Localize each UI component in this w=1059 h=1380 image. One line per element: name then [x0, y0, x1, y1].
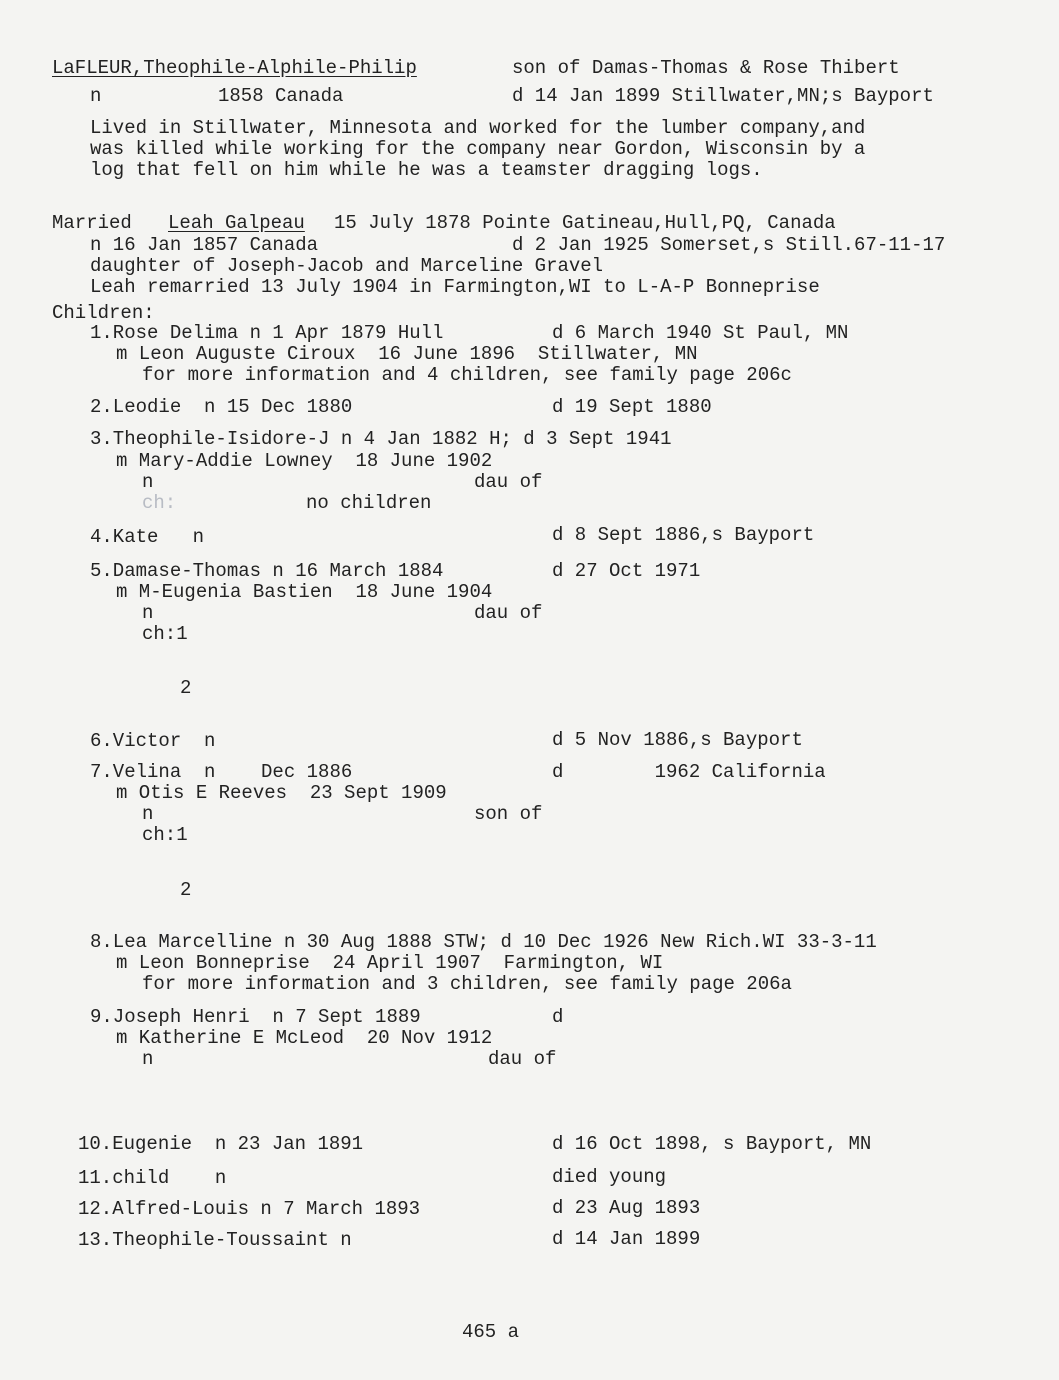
child-entry: 2.Leodie n 15 Dec 1880: [90, 396, 353, 418]
child-children-count: 2: [180, 879, 192, 901]
spouse-birth: n 16 Jan 1857 Canada: [90, 234, 319, 256]
child-spouse-birth: n: [142, 471, 154, 493]
child-spouse-birth: n: [142, 1048, 154, 1070]
child-entry: 11.child n: [78, 1167, 227, 1189]
subject-birth: 1858 Canada: [218, 85, 344, 107]
child-children-count: 2: [180, 677, 192, 699]
child-children-label: ch:1: [142, 824, 188, 846]
child-children-label: ch:: [142, 492, 177, 514]
child-note: no children: [306, 492, 432, 514]
child-entry: 10.Eugenie n 23 Jan 1891: [78, 1133, 364, 1155]
child-marriage: m Mary-Addie Lowney 18 June 1902: [116, 450, 493, 472]
child-spouse-birth: n: [142, 803, 154, 825]
bio-line: log that fell on him while he was a teamster dragging logs.: [90, 159, 763, 181]
child-entry: 3.Theophile-Isidore-J n 4 Jan 1882 H; d 3 Sept 1941: [90, 428, 672, 450]
marriage-details: 15 July 1878 Pointe Gatineau,Hull,PQ, Canada: [334, 212, 836, 234]
spouse-death: d 2 Jan 1925 Somerset,s Still.67-11-17: [512, 234, 946, 256]
child-death: d 19 Sept 1880: [552, 396, 712, 418]
child-death: d 23 Aug 1893: [552, 1197, 701, 1219]
page-number: 465 a: [462, 1321, 520, 1343]
child-entry: 6.Victor n: [90, 730, 216, 752]
spouse-remarriage: Leah remarried 13 July 1904 in Farmington,WI to L-A-P Bonneprise: [90, 276, 820, 298]
child-entry: 13.Theophile-Toussaint n: [78, 1229, 352, 1251]
bio-line: was killed while working for the company near Gordon, Wisconsin by a: [90, 138, 866, 160]
child-spouse-birth: n: [142, 602, 154, 624]
spouse-parents: daughter of Joseph-Jacob and Marceline Gravel: [90, 255, 604, 277]
child-children-label: ch:1: [142, 623, 188, 645]
child-marriage: m Leon Bonneprise 24 April 1907 Farmington, WI: [116, 952, 664, 974]
child-death: died young: [552, 1166, 667, 1188]
child-marriage: m Leon Auguste Ciroux 16 June 1896 Stillwater, MN: [116, 343, 698, 365]
child-entry: 9.Joseph Henri n 7 Sept 1889: [90, 1006, 421, 1028]
child-note: for more information and 3 children, see family page 206a: [142, 973, 792, 995]
child-entry: 8.Lea Marcelline n 30 Aug 1888 STW; d 10 Dec 1926 New Rich.WI 33-3-11: [90, 931, 877, 953]
child-entry: 7.Velina n Dec 1886: [90, 761, 353, 783]
child-death: d: [552, 1006, 564, 1028]
child-spouse-parents: dau of: [488, 1048, 557, 1070]
subject-death: d 14 Jan 1899 Stillwater,MN;s Bayport: [512, 85, 934, 107]
child-death: d 27 Oct 1971: [552, 560, 701, 582]
child-note: for more information and 4 children, see family page 206c: [142, 364, 792, 386]
child-death: d 1962 California: [552, 761, 826, 783]
child-spouse-parents: son of: [474, 803, 543, 825]
child-death: d 8 Sept 1886,s Bayport: [552, 524, 815, 546]
child-marriage: m Katherine E McLeod 20 Nov 1912: [116, 1027, 493, 1049]
child-death: d 16 Oct 1898, s Bayport, MN: [552, 1133, 872, 1155]
bio-line: Lived in Stillwater, Minnesota and worked for the lumber company,and: [90, 117, 866, 139]
married-label: Married: [52, 212, 132, 234]
child-entry: 5.Damase-Thomas n 16 March 1884: [90, 560, 444, 582]
children-heading: Children:: [52, 302, 155, 324]
child-death: d 14 Jan 1899: [552, 1228, 701, 1250]
subject-name: LaFLEUR,Theophile-Alphile-Philip: [52, 57, 417, 79]
subject-parents: son of Damas-Thomas & Rose Thibert: [512, 57, 900, 79]
child-death: d 5 Nov 1886,s Bayport: [552, 729, 803, 751]
child-entry: 4.Kate n: [90, 526, 205, 548]
child-marriage: m Otis E Reeves 23 Sept 1909: [116, 782, 447, 804]
child-death: d 6 March 1940 St Paul, MN: [552, 322, 849, 344]
subject-birth-label: n: [90, 85, 102, 107]
child-spouse-parents: dau of: [474, 602, 543, 624]
child-marriage: m M-Eugenia Bastien 18 June 1904: [116, 581, 493, 603]
spouse-name: Leah Galpeau: [168, 212, 305, 234]
child-entry: 12.Alfred-Louis n 7 March 1893: [78, 1198, 421, 1220]
child-entry: 1.Rose Delima n 1 Apr 1879 Hull: [90, 322, 444, 344]
child-spouse-parents: dau of: [474, 471, 543, 493]
